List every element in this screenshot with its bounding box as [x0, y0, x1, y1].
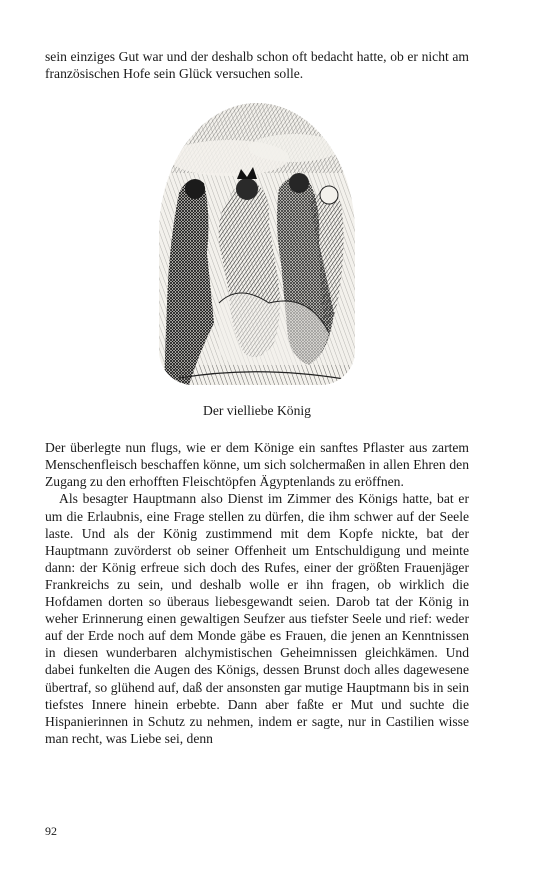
- page-body: [45, 48, 469, 747]
- figure-caption: Der vielliebe König: [203, 403, 311, 419]
- figure: [45, 103, 469, 419]
- engraving-illustration: [159, 103, 355, 385]
- paragraph-2: Als besagter Hauptmann also Dienst im Zimmer des Königs hatte, bat er um die Erlaubnis, eine Frage stellen zu dürfen, die ihm schwer auf der Seele laste. Und als der König zustimmend mit dem Kopfe nickte, bat der Hauptmann zuvörderst ob seiner Offenheit um Entschuldigung und meinte dann: der König erfreue sich doch des Rufes, einer der größten Frauenjäger Frankreichs zu sein, und deshalb wolle er ihn fragen, ob wirklich die Hofdamen dorten so überaus liebesgewandt seien. Darob tat der König in weher Erinnerung einen gewaltigen Seufzer aus tiefster Seele und rief: weder auf der Erde noch auf dem Monde gäbe es Frauen, die jenen an Kenntnissen in diesen wunderbaren alchymistischen Geheimnissen gleichkämen. Und dabei funkelten die Augen des Königs, dessen Brunst doch alles dagewesene übertraf, so glühend auf, daß der ansonsten gar mutige Hauptmann bis in sein tiefstes Innere hinein erbebte. Dann aber faßte er Mut und suchte die Hispanierinnen in Schutz zu nehmen, indem er sagte, nur in Castilien wisse man recht, was Liebe sei, denn: [45, 491, 469, 746]
- engraving-drawing: [159, 103, 355, 385]
- opening-paragraph: sein einziges Gut war und der deshalb schon oft bedacht hatte, ob er nicht am französischen Hofe sein Glück versuchen solle.: [45, 49, 469, 82]
- paragraph-1: Der überlegte nun flugs, wie er dem Könige ein sanftes Pflaster aus zartem Menschenfleisch beschaffen könne, um sich solchermaßen in allen Ehren den Zugang zu den erhofften Fleischtöpfen Ägyptenlands zu eröffnen.: [45, 440, 469, 490]
- page-number: 92: [45, 824, 57, 838]
